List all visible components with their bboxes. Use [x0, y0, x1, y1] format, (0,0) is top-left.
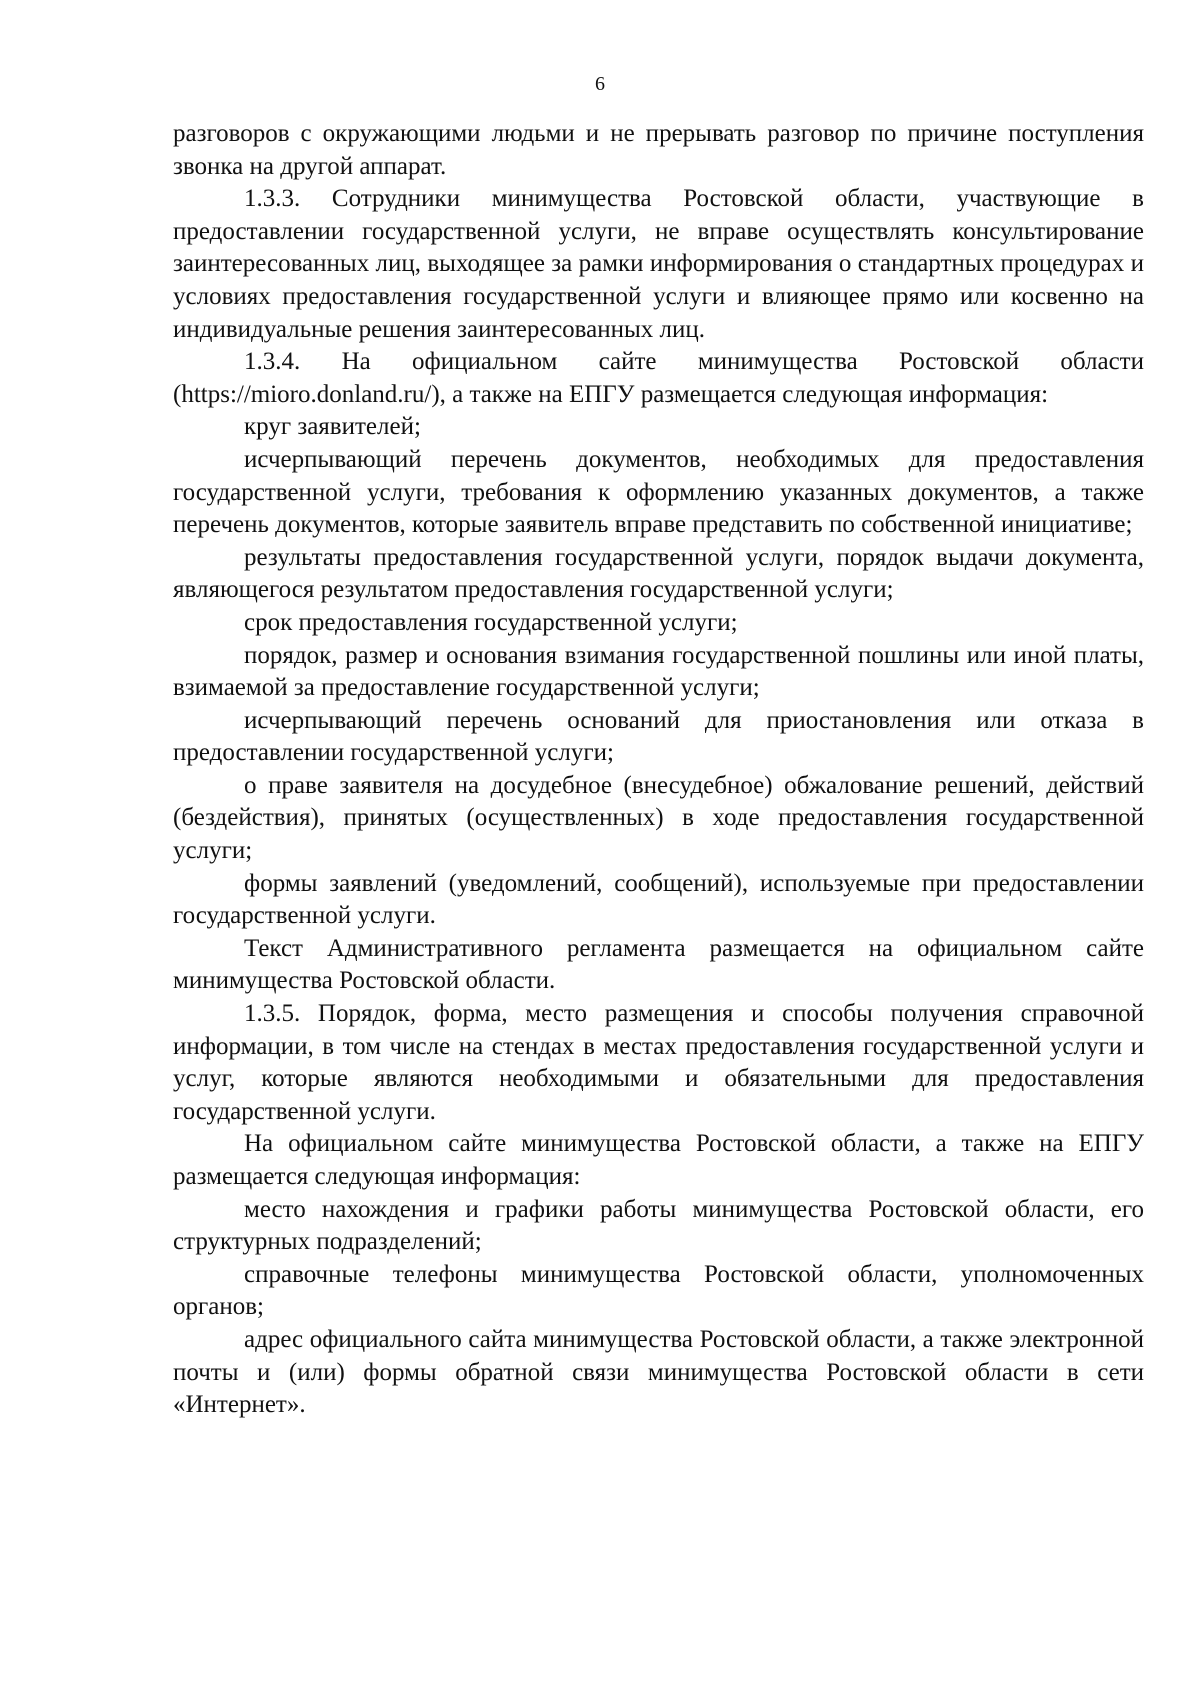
paragraph-1: разговоров с окружающими людьми и не прерывать разговор по причине поступления звонка на другой аппарат.: [173, 120, 1144, 180]
paragraph-regulation-text: Текст Административного регламента размещается на официальном сайте минимущества Ростовской области.: [173, 934, 1144, 995]
page-number: 6: [595, 73, 605, 95]
list-item-applicants: круг заявителей;: [244, 413, 421, 441]
list-item-results: результаты предоставления государственной услуги, порядок выдачи документа, являющегося результатом предоставления государственной услуги;: [173, 543, 1144, 604]
document-body: [173, 118, 1144, 1422]
list-item-refusal-grounds: исчерпывающий перечень оснований для приостановления или отказа в предоставлении государственной услуги;: [173, 706, 1144, 767]
list-item-website-email: адрес официального сайта минимущества Ростовской области, а также электронной почты и (или) формы обратной связи минимущества Ростовской области в сети «Интернет».: [173, 1325, 1144, 1419]
list-item-fee: порядок, размер и основания взимания государственной пошлины или иной платы, взимаемой за предоставление государственной услуги;: [173, 641, 1144, 702]
list-item-forms: формы заявлений (уведомлений, сообщений), используемые при предоставлении государственной услуги.: [173, 869, 1144, 930]
paragraph-official-site-info: На официальном сайте минимущества Ростовской области, а также на ЕПГУ размещается следующая информация:: [173, 1130, 1144, 1190]
paragraph-1-3-3: 1.3.3. Сотрудники минимущества Ростовской области, участвующие в предоставлении государственной услуги, не вправе осуществлять консультирование заинтересованных лиц, выходящее за рамки информирования о стандартных процедурах и условиях предоставления государственной услуги и влияющее прямо или косвенно на индивидуальные решения заинтересованных лиц.: [173, 185, 1144, 343]
paragraph-1-3-4: 1.3.4. На официальном сайте минимущества Ростовской области (https://mioro.donland.ru/), а также на ЕПГУ размещается следующая информация:: [173, 348, 1144, 408]
list-item-phones: справочные телефоны минимущества Ростовской области, уполномоченных органов;: [173, 1260, 1144, 1321]
list-item-documents: исчерпывающий перечень документов, необходимых для предоставления государственной услуги, требования к оформлению указанных документов, а также перечень документов, которые заявитель вправе представить по собственной инициативе;: [173, 445, 1144, 539]
list-item-location-schedule: место нахождения и графики работы минимущества Ростовской области, его структурных подразделений;: [173, 1195, 1144, 1256]
paragraph-1-3-5: 1.3.5. Порядок, форма, место размещения и способы получения справочной информации, в том числе на стендах в местах предоставления государственной услуги и услуг, которые являются необходимыми и обязательными для предоставления государственной услуги.: [173, 1000, 1144, 1125]
list-item-appeal-right: о праве заявителя на досудебное (внесудебное) обжалование решений, действий (бездействия), принятых (осуществленных) в ходе предоставления государственной услуги;: [173, 771, 1144, 865]
list-item-term: срок предоставления государственной услуги;: [244, 608, 738, 636]
